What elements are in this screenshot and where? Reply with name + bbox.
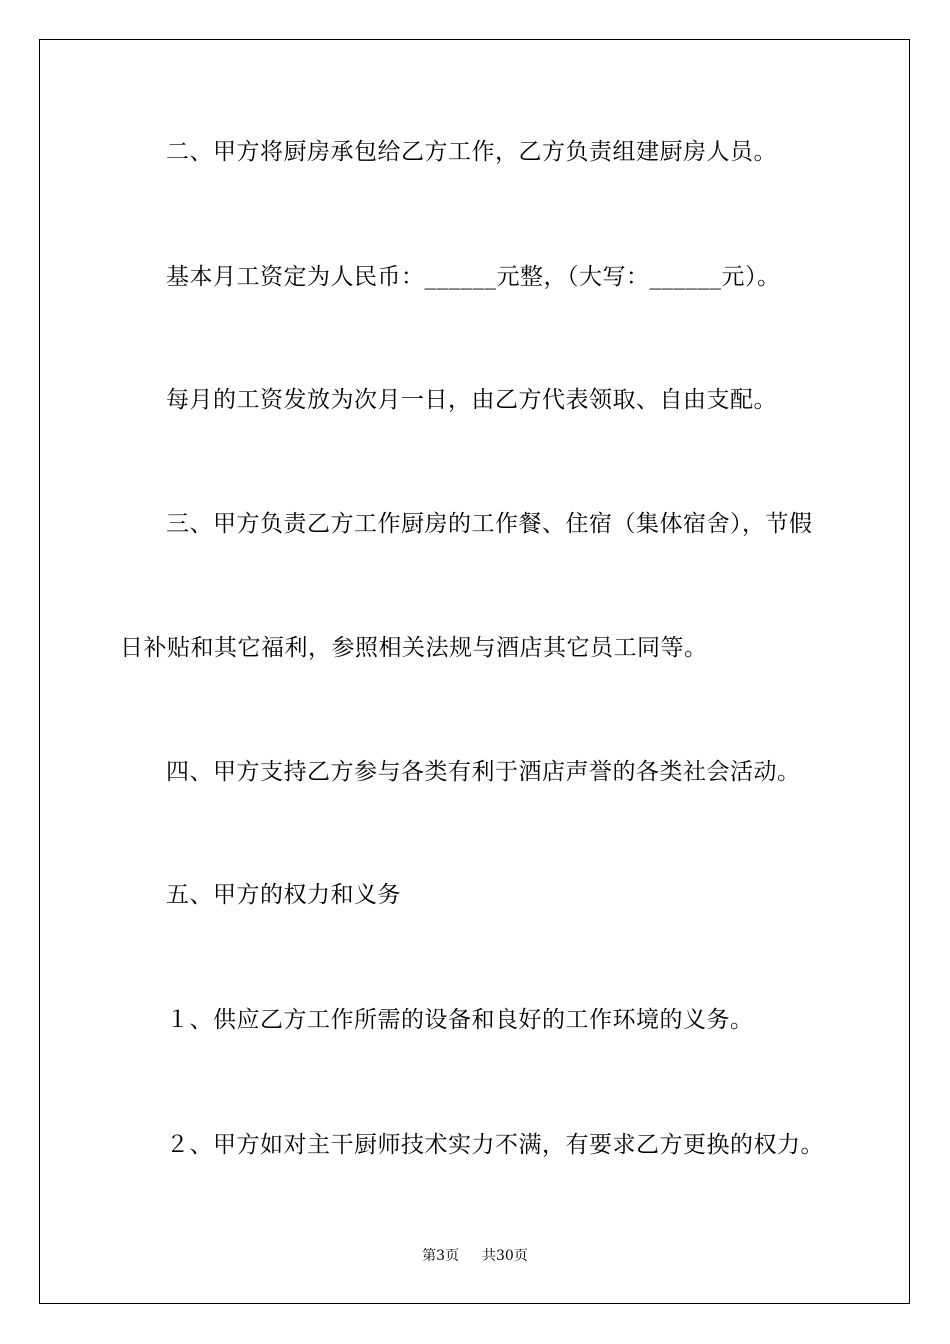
paragraph-clause-2: 二、甲方将厨房承包给乙方工作，乙方负责组建厨房人员。 <box>166 139 777 165</box>
paragraph-item-2: ２、甲方如对主干厨师技术实力不满，有要求乙方更换的权力。 <box>166 1132 824 1158</box>
page-number-current: 第3页 <box>422 1248 460 1264</box>
page-border <box>39 39 910 1304</box>
page-footer <box>0 1246 950 1266</box>
page-number-total: 共30页 <box>482 1248 528 1264</box>
paragraph-base-salary: 基本月工资定为人民币：______元整，（大写：______元）。 <box>166 264 781 290</box>
paragraph-item-1: １、供应乙方工作所需的设备和良好的工作环境的义务。 <box>166 1007 754 1033</box>
paragraph-clause-3-line-1: 三、甲方负责乙方工作厨房的工作餐、住宿（集体宿舍），节假 <box>166 511 813 537</box>
paragraph-clause-5-heading: 五、甲方的权力和义务 <box>166 882 401 908</box>
paragraph-clause-4: 四、甲方支持乙方参与各类有利于酒店声誉的各类社会活动。 <box>166 759 801 785</box>
paragraph-payment-date: 每月的工资发放为次月一日，由乙方代表领取、自由支配。 <box>166 387 777 413</box>
paragraph-clause-3-line-2: 日补贴和其它福利，参照相关法规与酒店其它员工同等。 <box>120 635 708 661</box>
